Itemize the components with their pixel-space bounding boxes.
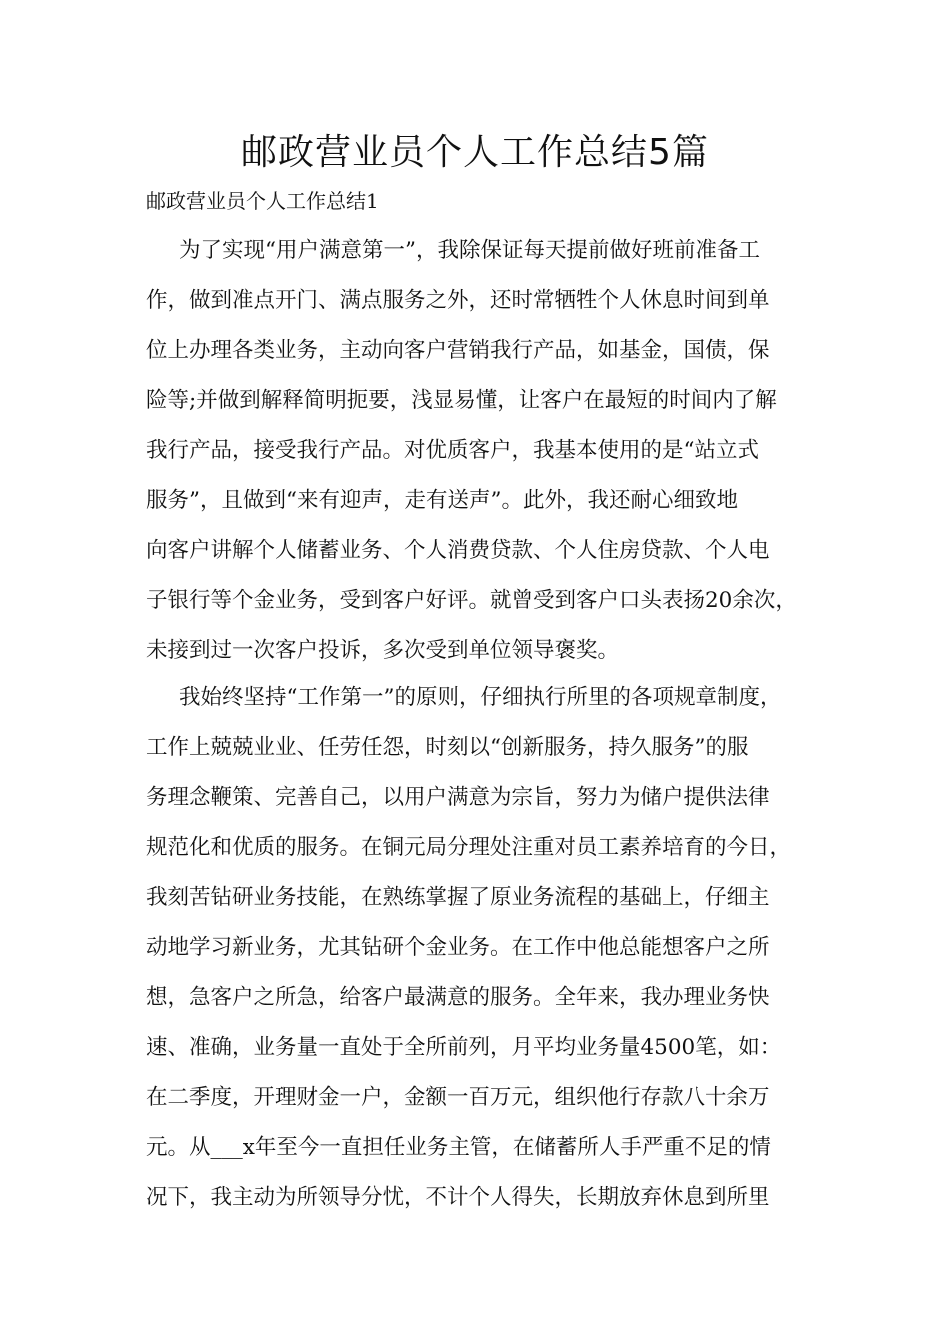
paragraph-line: 动地学习新业务，尤其钻研个金业务。在工作中他总能想客户之所	[146, 935, 770, 960]
paragraph-line: 我始终坚持“工作第一”的原则，仔细执行所里的各项规章制度，	[179, 685, 782, 710]
paragraph-line: 作，做到准点开门、满点服务之外，还时常牺牲个人休息时间到单	[146, 288, 770, 313]
paragraph-line: 元。从___x年至今一直担任业务主管，在储蓄所人手严重不足的情	[146, 1135, 771, 1160]
paragraph-line: 向客户讲解个人储蓄业务、个人消费贷款、个人住房贷款、个人电	[146, 538, 770, 563]
paragraph-line: 速、准确，业务量一直处于全所前列，月平均业务量4500笔，如：	[146, 1035, 782, 1060]
paragraph-line: 在二季度，开理财金一户，金额一百万元，组织他行存款八十余万	[146, 1085, 770, 1110]
paragraph-line: 工作上兢兢业业、任劳任怨，时刻以“创新服务，持久服务”的服	[146, 735, 749, 760]
paragraph-line: 未接到过一次客户投诉，多次受到单位领导褒奖。	[146, 638, 620, 663]
paragraph-line: 子银行等个金业务，受到客户好评。就曾受到客户口头表扬20余次，	[146, 588, 797, 613]
paragraph-line: 况下，我主动为所领导分忧，不计个人得失，长期放弃休息到所里	[146, 1185, 770, 1210]
paragraph-line: 规范化和优质的服务。在铜元局分理处注重对员工素养培育的今日，	[146, 835, 792, 860]
paragraph-line: 我行产品，接受我行产品。对优质客户，我基本使用的是“站立式	[146, 438, 759, 463]
paragraph-2	[146, 673, 826, 1223]
section-heading: 邮政营业员个人工作总结1	[146, 189, 379, 213]
paragraph-line: 为了实现“用户满意第一”，我除保证每天提前做好班前准备工	[179, 238, 760, 263]
paragraph-line: 务理念鞭策、完善自己，以用户满意为宗旨，努力为储户提供法律	[146, 785, 770, 810]
paragraph-line: 服务”，且做到“来有迎声，走有送声”。此外，我还耐心细致地	[146, 488, 738, 513]
paragraph-line: 位上办理各类业务，主动向客户营销我行产品，如基金，国债，保	[146, 338, 770, 363]
paragraph-1	[146, 226, 826, 676]
paragraph-line: 想，急客户之所急，给客户最满意的服务。全年来，我办理业务快	[146, 985, 770, 1010]
paragraph-line: 险等;并做到解释简明扼要，浅显易懂，让客户在最短的时间内了解	[146, 388, 777, 413]
document-title: 邮政营业员个人工作总结5篇	[241, 132, 709, 173]
paragraph-line: 我刻苦钻研业务技能，在熟练掌握了原业务流程的基础上，仔细主	[146, 885, 770, 910]
